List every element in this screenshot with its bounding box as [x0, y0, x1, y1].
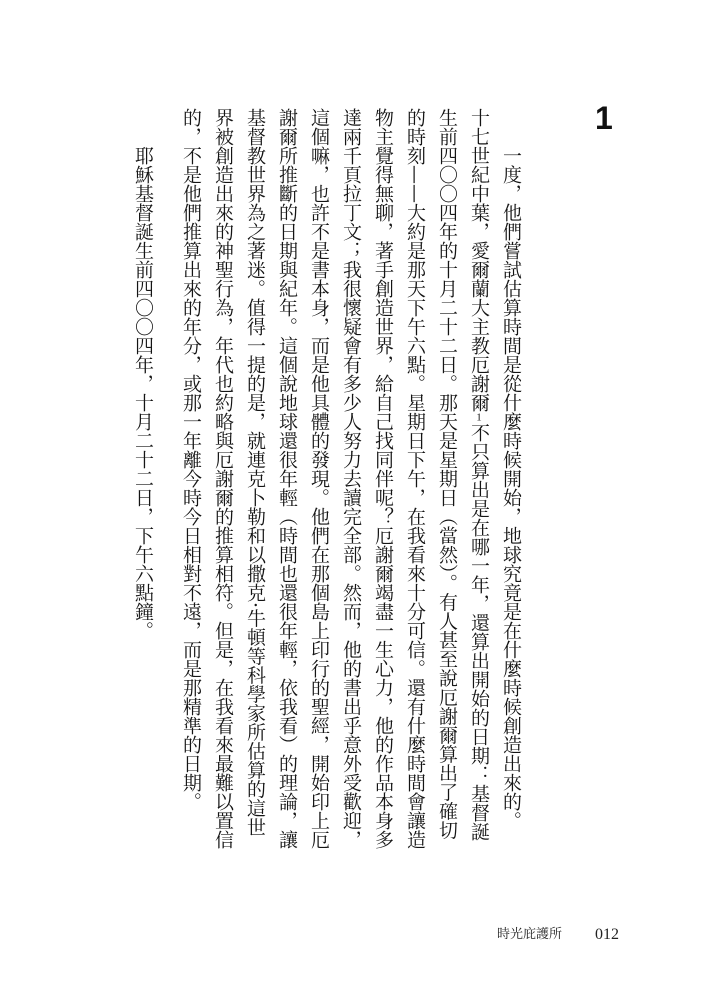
text-column-10: 界被創造出來的神聖行為，年代也約略與厄謝爾的推算相符。但是，在我看來最難以置信	[212, 108, 234, 849]
quote-column: 耶穌基督誕生前四〇〇四年，十月二十二日，下午六點鐘。	[132, 146, 154, 640]
text-column-2	[463, 108, 495, 853]
text-column-4: 的時刻——大約是那天下午六點。星期日下午，在我看來十分可信。還有什麼時間會讓造	[404, 108, 426, 849]
text-column-8: 謝爾所推斷的日期與紀年。這個說地球還很年輕（時間也還很年輕，依我看）的理論，讓	[276, 108, 298, 849]
text-column-2-after-note: 不只算出是在哪一年，還算出開始的日期：基督誕	[468, 423, 490, 841]
text-column-11: 的，不是他們推算出來的年分，或那一年離今時今日相對不遠，而是那精準的日期。	[180, 108, 202, 811]
footer-book-title: 時光庇護所	[497, 927, 563, 942]
text-column-7: 這個嘛，也許不是書本身，而是他具體的發現。他們在那個島上印行的聖經，開始印上厄	[308, 108, 330, 849]
text-column-9: 基督教世界為之著迷。值得一提的是，就連克卜勒和以撒克·牛頓等科學家所估算的這世	[244, 108, 266, 837]
text-column-3: 生前四〇〇四年的十月二十二日。那天是星期日（當然）。有人甚至說厄謝爾算出了確切	[436, 108, 458, 840]
footer-page-number: 012	[595, 926, 619, 943]
footnote-mark: 1	[476, 412, 482, 423]
text-column-6: 達兩千頁拉丁文；我很懷疑會有多少人努力去讀完全部。然而，他的書出乎意外受歡迎，	[340, 108, 362, 849]
text-column-5: 物主覺得無聊，著手創造世界，給自己找同伴呢？厄謝爾竭盡一生心力，他的作品本身多	[372, 108, 394, 849]
vertical-text-block	[127, 108, 527, 853]
chapter-number: 1	[595, 100, 613, 136]
text-column-2-before-note: 十七世紀中葉，愛爾蘭大主教厄謝爾	[468, 108, 490, 412]
text-column-1: 一度，他們嘗試估算時間是從什麼時候開始，地球究竟是在什麼時候創造出來的。	[500, 146, 522, 830]
